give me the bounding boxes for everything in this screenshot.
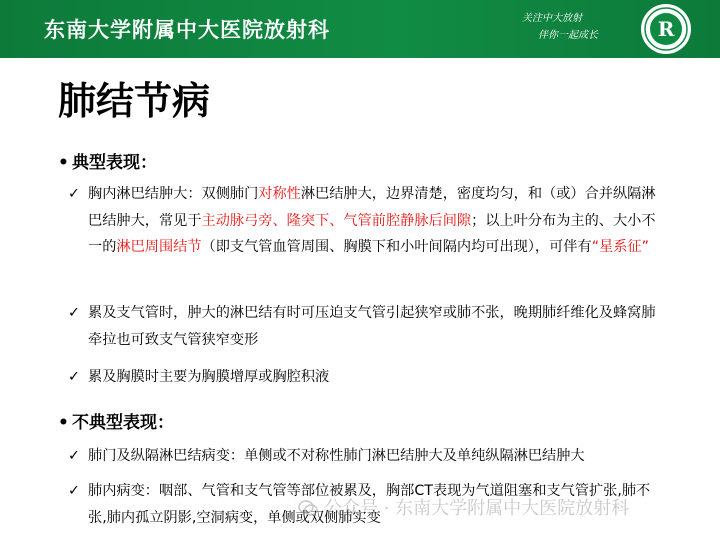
slogan	[522, 10, 598, 44]
list-item	[68, 364, 668, 391]
check-icon: ✓	[68, 483, 80, 499]
highlight: 对称性	[258, 186, 301, 202]
item-text: 累及胸膜时主要为胸膜增厚或胸腔积液	[88, 369, 330, 385]
list-item	[68, 181, 668, 261]
logo-letter: R	[657, 17, 675, 41]
item-text: 胸内淋巴结肿大：双侧肺门对称性淋巴结肿大，边界清楚，密度均匀，和（或）合并纵隔淋巴结肿大，常见于主动脉弓旁、隆突下、气管前腔静脉后间隙；以上叶分布为主的、大小不一的淋巴周围结节（即支气管血管周围、胸膜下和小叶间隔内均可出现），可伴有“星系征”	[88, 186, 656, 255]
section-typical	[58, 148, 157, 173]
wechat-icon	[298, 500, 318, 516]
section-heading: 不典型表现：	[72, 413, 174, 433]
section-atypical	[58, 408, 174, 433]
item-text: 肺门及纵隔淋巴结病变：单侧或不对称性肺门淋巴结肿大及单纯纵隔淋巴结肿大	[88, 448, 585, 464]
highlight: 淋巴周围结节	[116, 239, 202, 255]
check-icon: ✓	[68, 448, 80, 464]
section-heading: 典型表现：	[72, 153, 157, 173]
item-text: 累及支气管时，肿大的淋巴结有时可压迫支气管引起狭窄或肺不张，晚期肺纤维化及蜂窝肺牵拉也可致支气管狭窄变形	[88, 305, 656, 348]
highlight: 主动脉弓旁、隆突下、气管前腔静脉后间隙	[201, 212, 472, 229]
highlight: “星系征”	[591, 239, 649, 255]
list-item	[68, 300, 668, 353]
hospital-logo	[640, 3, 692, 55]
watermark-text: 公众号 · 东南大学附属中大医院放射科	[324, 498, 630, 519]
header-banner	[0, 0, 720, 58]
bullet-dot: •	[58, 153, 69, 173]
slogan-line-2: 伴你一起成长	[538, 30, 598, 41]
check-icon: ✓	[68, 186, 80, 202]
slogan-line-1: 关注中大放射	[522, 13, 582, 24]
item-text: 肺内病变：咽部、气管和支气管等部位被累及，胸部CT表现为气道阻塞和支气管扩张,肺不张,肺内孤立阴影,空洞病变，单侧或双侧肺实变	[88, 483, 651, 526]
org-title: 东南大学附属中大医院放射科	[44, 17, 330, 42]
bullet-dot: •	[58, 413, 69, 433]
check-icon: ✓	[68, 369, 80, 385]
page-title: 肺结节病	[58, 79, 211, 123]
list-item	[68, 443, 668, 470]
check-icon: ✓	[68, 305, 80, 321]
watermark	[298, 494, 629, 520]
